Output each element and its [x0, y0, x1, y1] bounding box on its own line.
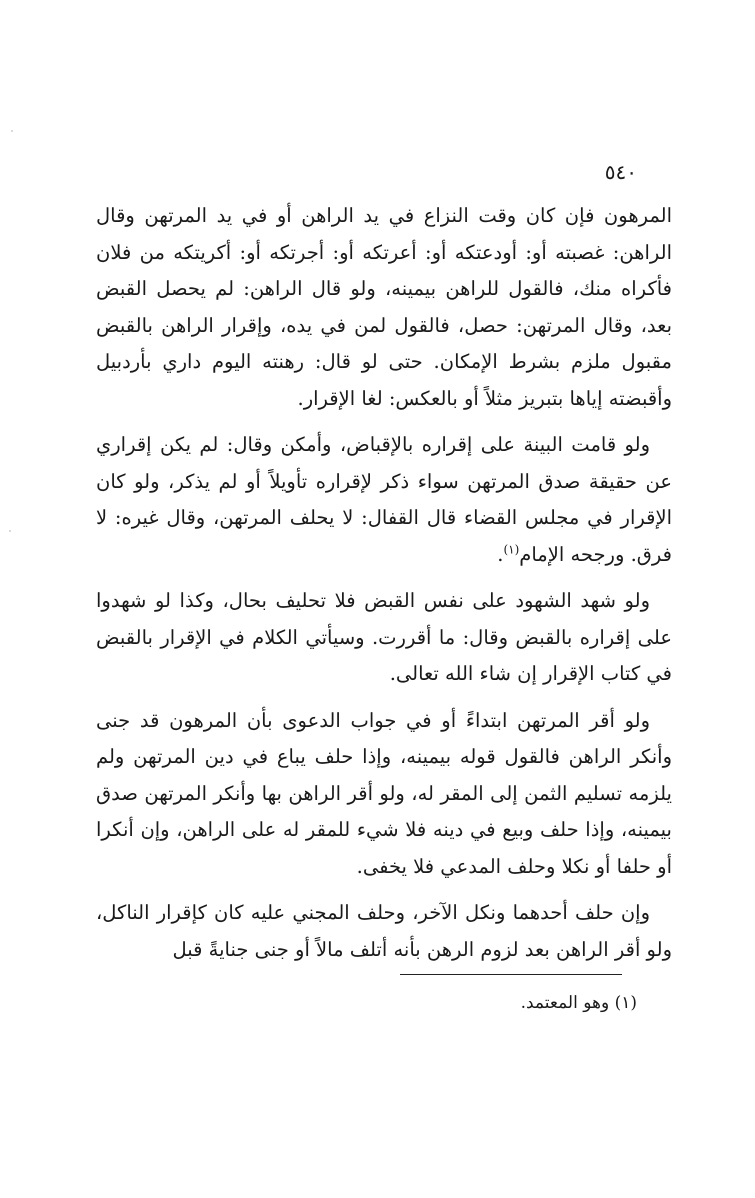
paragraph: وإن حلف أحدهما ونكل الآخر، وحلف المجني عليه كان كإقرار الناكل، ولو أقر الراهن بعد لزوم الرهن بأنه أتلف مالاً أو جنى جنايةً قبل — [96, 901, 672, 961]
main-text — [96, 198, 672, 978]
footnote-number: (١) — [614, 993, 637, 1013]
paragraph: ولو قامت البينة على إقراره بالإقباض، وأمكن وقال: لم يكن إقراري عن حقيقة صدق المرتهن سواء ذكر لإقراره تأويلاً أو لم يذكر، ولو كان الإقرار في مجلس القضاء قال القفال: لا يحلف المرتهن، وقال غيره: لا فرق. ورجحه الإمام$^{(١)}$. — [96, 433, 672, 566]
footnote-marker[interactable]: (١) — [503, 542, 520, 556]
page-number: ٥٤٠ — [604, 160, 637, 184]
footnote — [217, 990, 637, 1016]
paragraph: ولو أقر المرتهن ابتداءً أو في جواب الدعوى بأن المرهون قد جنى وأنكر الراهن فالقول قوله بيمينه، وإذا حلف يباع في دين المرتهن ولم يلزمه تسليم الثمن إلى المقر له، ولو أقر الراهن بها وأنكر المرتهن صدق بيمينه، وإذا حلف وبيع في دينه فلا شيء للمقر له على الراهن، وإن أنكرا أو حلفا أو نكلا وحلف المدعي فلا يخفى. — [96, 708, 672, 878]
paragraph: المرهون فإن كان وقت النزاع في يد الراهن أو في يد المرتهن وقال الراهن: غصبته أو: أودعتكه أو: أعرتكه أو: أجرتكه أو: أكريتكه من فلان فأكراه منك، فالقول للراهن بيمينه، ولو قال الراهن: لم يحصل القبض بعد، وقال المرتهن: حصل، فالقول لمن في يده، وإقرار الراهن بالقبض مقبول ملزم بشرط الإمكان. حتى لو قال: رهنته اليوم داري بأردبيل وأقبضته إياها بتبريز مثلاً أو بالعكس: لغا الإقرار. — [96, 204, 672, 410]
scan-speck — [9, 530, 11, 532]
footnote-text: وهو المعتمد. — [520, 993, 610, 1013]
paragraph: ولو شهد الشهود على نفس القبض فلا تحليف بحال، وكذا لو شهدوا على إقراره بالقبض وقال: ما أقررت. وسيأتي الكلام في الإقرار بالقبض في كتاب الإقرار إن شاء الله تعالى. — [96, 589, 672, 685]
scan-speck — [11, 130, 13, 132]
footnote-divider — [400, 974, 622, 975]
